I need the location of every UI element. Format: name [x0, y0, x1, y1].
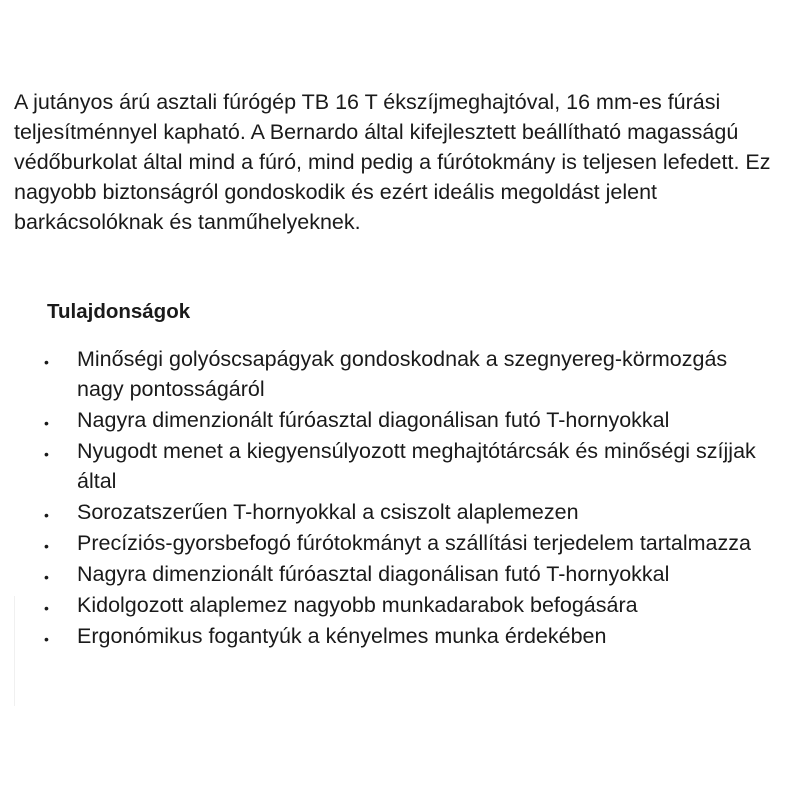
bullet-icon: •	[44, 507, 49, 523]
bullet-icon: •	[44, 354, 49, 370]
list-item	[0, 590, 777, 620]
features-list	[0, 344, 800, 652]
list-item	[0, 559, 777, 589]
bullet-icon: •	[44, 600, 49, 616]
feature-text: Minőségi golyóscsapágyak gondoskodnak a szegnyereg-körmozgás nagy pontosságáról	[77, 347, 728, 401]
list-item	[0, 528, 777, 558]
bullet-icon: •	[44, 631, 49, 647]
left-margin-rule	[14, 596, 15, 706]
list-item	[0, 344, 777, 404]
feature-text: Sorozatszerűen T-hornyokkal a csiszolt alaplemezen	[77, 500, 579, 524]
list-item	[0, 497, 777, 527]
feature-text: Nagyra dimenzionált fúróasztal diagonálisan futó T-hornyokkal	[77, 408, 670, 432]
bullet-icon: •	[44, 415, 49, 431]
feature-text: Precíziós-gyorsbefogó fúrótokmányt a szállítási terjedelem tartalmazza	[77, 531, 751, 555]
product-description-paragraph: A jutányos árú asztali fúrógép TB 16 T ékszíjmeghajtóval, 16 mm-es fúrási teljesítménnyel kapható. A Bernardo által kifejlesztett beállítható magasságú védőburkolat által mind a fúró, mind pedig a fúrótokmány is teljesen lefedett. Ez nagyobb biztonságról gondoskodik és ezért ideális megoldást jelent barkácsolóknak és tanműhelyeknek.	[14, 90, 771, 234]
bullet-icon: •	[44, 446, 49, 462]
list-item	[0, 405, 777, 435]
features-heading: Tulajdonságok	[47, 300, 191, 323]
feature-text: Ergonómikus fogantyúk a kényelmes munka érdekében	[77, 624, 607, 648]
feature-text: Nyugodt menet a kiegyensúlyozott meghajtótárcsák és minőségi szíjjak által	[77, 439, 756, 493]
list-item	[0, 621, 777, 651]
feature-text: Nagyra dimenzionált fúróasztal diagonálisan futó T-hornyokkal	[77, 562, 670, 586]
bullet-icon: •	[44, 569, 49, 585]
list-item	[0, 436, 777, 496]
feature-text: Kidolgozott alaplemez nagyobb munkadarabok befogására	[77, 593, 638, 617]
bullet-icon: •	[44, 538, 49, 554]
